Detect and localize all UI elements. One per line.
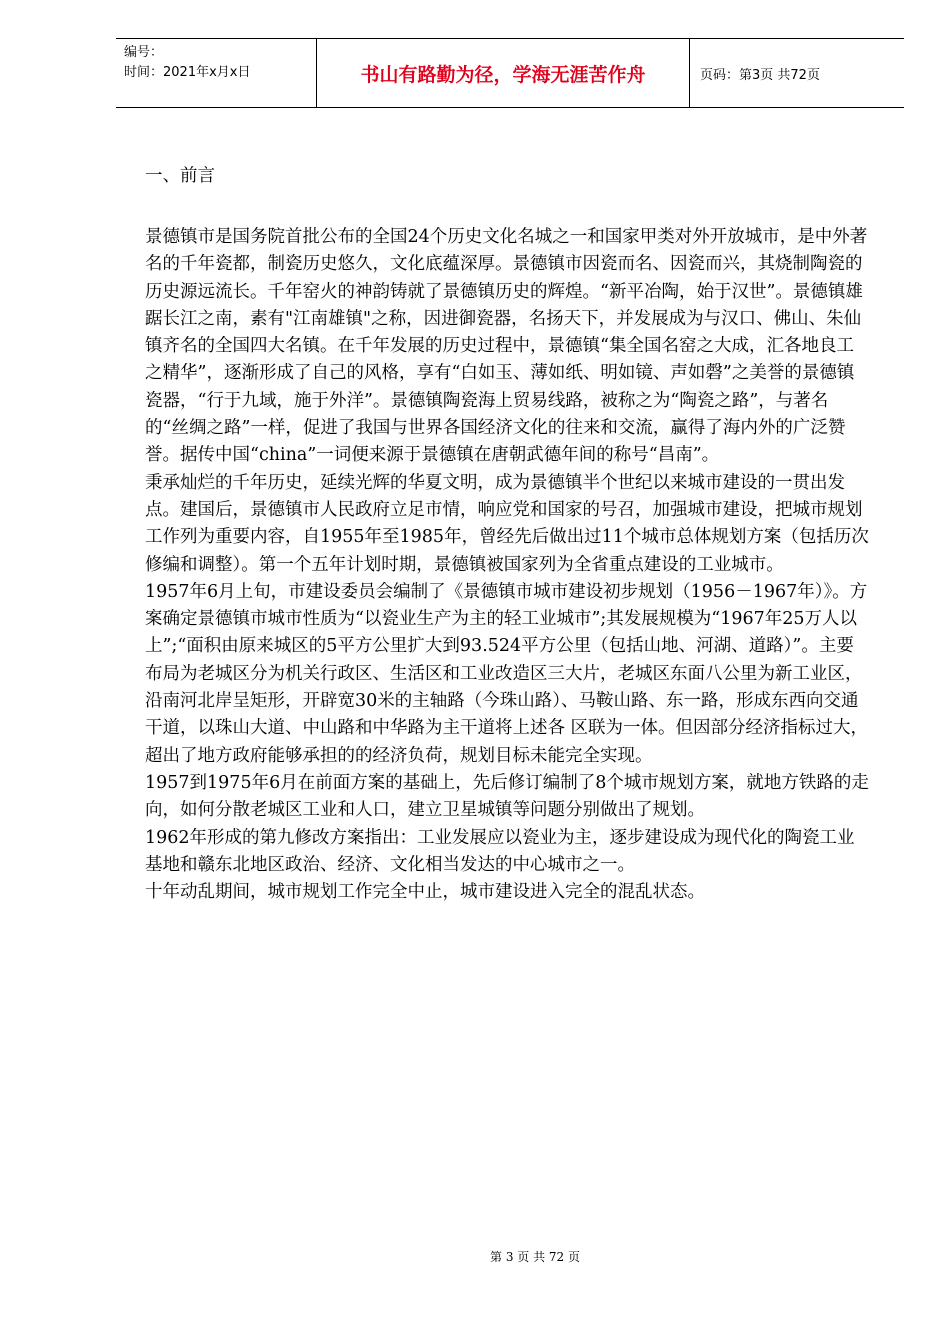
document-body — [145, 163, 870, 906]
paragraph: 秉承灿烂的千年历史，延续光辉的华夏文明，成为景德镇半个世纪以来城市建设的一贯出发点。建国后，景德镇市人民政府立足市情，响应党和国家的号召，加强城市建设，把城市规划工作列为重要内容，自1955年至1985年，曾经先后做出过11个城市总体规划方案（包括历次修编和调整）。第一个五年计划时期，景德镇被国家列为全省重点建设的工业城市。 — [145, 472, 869, 575]
paragraph: 十年动乱期间，城市规划工作完全中止，城市建设进入完全的混乱状态。 — [145, 882, 705, 903]
motto-text: 书山有路勤为径，学海无涯苦作舟 — [360, 63, 646, 86]
header-table — [116, 38, 904, 108]
number-label: 编号： — [124, 45, 164, 60]
header-motto-cell — [316, 39, 690, 107]
page-footer — [0, 1248, 950, 1265]
paragraph: 1957到1975年6月在前面方案的基础上，先后修订编制了8个城市规划方案，就地方铁路的走向，如何分散老城区工业和人口，建立卫星城镇等问题分别做出了规划。 — [145, 772, 869, 821]
paragraph: 景德镇市是国务院首批公布的全国24个历史文化名城之一和国家甲类对外开放城市，是中外著名的千年瓷都，制瓷历史悠久，文化底蕴深厚。景德镇市因瓷而名、因瓷而兴，其烧制陶瓷的历史源远流长。千年窑火的神韵铸就了景德镇历史的辉煌。“新平冶陶，始于汉世”。景德镇雄踞长江之南，素有"江南雄镇"之称，因进御瓷器，名扬天下，并发展成为与汉口、佛山、朱仙镇齐名的全国四大名镇。在千年发展的历史过程中，景德镇“集全国名窑之大成，汇各地良工之精华”，逐渐形成了自己的风格，享有“白如玉、薄如纸、明如镜、声如磬”之美誉的景德镇瓷器，“行于九域，施于外洋”。景德镇陶瓷海上贸易线路，被称之为“陶瓷之路”，与著名的“丝绸之路”一样，促进了我国与世界各国经济文化的往来和交流，赢得了海内外的广泛赞誉。据传中国“china”一词便来源于景德镇在唐朝武德年间的称号“昌南”。 — [145, 227, 868, 466]
header-meta-cell — [116, 39, 316, 107]
page-info: 页码：第3页 共72页 — [700, 67, 820, 83]
footer-page-number: 第 3 页 共 72 页 — [490, 1250, 580, 1264]
header-page-cell — [690, 39, 904, 107]
paragraph: 1957年6月上旬，市建设委员会编制了《景德镇市城市建设初步规划（1956－1967年）》。方案确定景德镇市城市性质为“以瓷业生产为主的轻工业城市”;其发展规模为“1967年25万人以上”;“面积由原来城区的5平方公里扩大到93.524平方公里（包括山地、河湖、道路）”。主要布局为老城区分为机关行政区、生活区和工业改造区三大片，老城区东面八公里为新工业区，沿南河北岸呈矩形，开辟宽30米的主轴路（今珠山路）、马鞍山路、东一路，形成东西向交通干道，以珠山大道、中山路和中华路为主干道将上述各 区联为一体。但因部分经济指标过大，超出了地方政府能够承担的的经济负荷，规划目标未能完全实现。 — [145, 581, 869, 766]
paragraph: 1962年形成的第九修改方案指出：工业发展应以瓷业为主，逐步建设成为现代化的陶瓷工业基地和赣东北地区政治、经济、文化相当发达的中心城市之一。 — [145, 827, 855, 875]
section-heading: 一、前言 — [145, 166, 215, 186]
time-label: 时间：2021年x月x日 — [124, 65, 251, 80]
